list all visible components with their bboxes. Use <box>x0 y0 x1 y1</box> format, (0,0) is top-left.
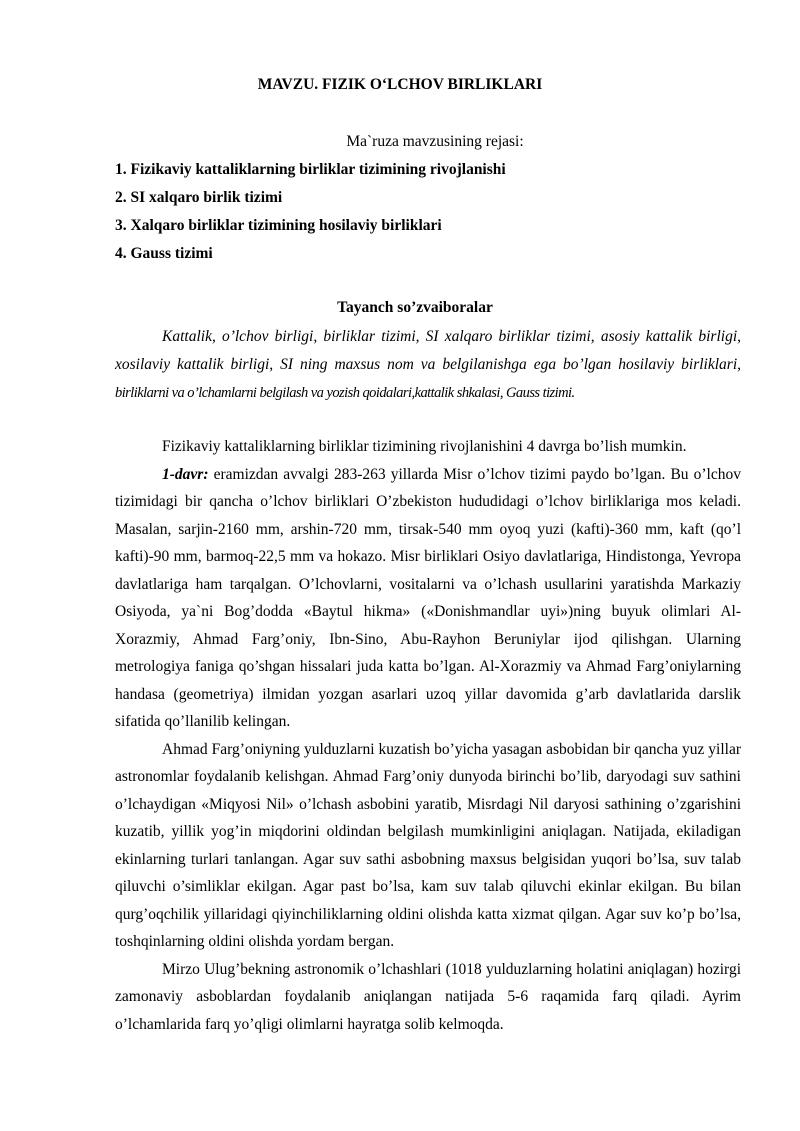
keywords-part-1: Kattalik, o’lchov birligi, birliklar tizimi, SI xalqaro birliklar tizimi, asosiy kattalik birligi, xosilaviy kattalik birligi, SI ning maxsus nom va belgilanishga ega bo’lgan hosilaviy birliklari, <box>115 328 741 373</box>
period-label: 1-davr: <box>162 465 209 483</box>
document-title: MAVZU. FIZIK O‘LCHOV BIRLIKLARI <box>257 76 543 93</box>
period-1-text: eramizdan avvalgi 283-263 yillarda Misr o’lchov tizimi paydo bo’lgan. Bu o’lchov tizimidagi bir qancha o’lchov birliklari O’zbekiston hududidagi o’lchov birliklariga mos keladi. Masalan, sarjin-2160 mm, arshin-720 mm, tirsak-540 mm oyoq yuzi (kafti)-360 mm, kaft (qo’l kafti)-90 mm, barmoq-22,5 mm va hokazo. Misr birliklari Osiyo davlatlariga, Hindistonga, Yevropa davlatlariga ham tarqalgan. O’lchovlarni, vositalarni va o’lchash usullarini yaratishda Markaziy Osiyoda, ya`ni Bog’dodda «Baytul hikma» («Donishmandlar uyi»)ning buyuk olimlari Al-Xorazmiy, Ahmad Farg’oniy, Ibn-Sino, Abu-Rayhon Beruniylar ijod qilishgan. Ularning metrologiya faniga qo’shgan hissalari juda katta bo’lgan. Al-Xorazmiy va Ahmad Farg’oniylarning handasa (geometriya) ilmidan yozgan asarlari uzoq yillar davomida g’arb davlatlarida darslik sifatida qo’llanilib kelingan. <box>115 465 741 730</box>
keywords-part-2: birliklarni va o’lchamlarni belgilash va yozish qoidalari,kattalik shkalasi, Gauss tizimi. <box>115 385 575 401</box>
plan-item-2: 2. SI xalqaro birlik tizimi <box>115 189 283 206</box>
keywords-text <box>115 323 741 407</box>
plan-heading: Ma`ruza mavzusining rejasi: <box>346 133 524 150</box>
plan-item-3: 3. Xalqaro birliklar tizimining hosilaviy birliklari <box>115 217 442 234</box>
paragraph-period-1 <box>115 461 741 736</box>
paragraph-fargoniy: Ahmad Farg’oniyning yulduzlarni kuzatish bo’yicha yasagan asbobidan bir qancha yuz yillar astronomlar foydalanib kelishgan. Ahmad Farg’oniy dunyoda birinchi bo’lib, daryodagi suv sathini o’lchaydigan «Miqyosi Nil» o’lchash asbobini yaratib, Misrdagi Nil daryosi sathining o’zgarishini kuzatib, yillik yog’in miqdorini oldindan belgilash mumkinligini aniqlagan. Natijada, ekiladigan ekinlarning turlari tanlangan. Agar suv sathi asbobning maxsus belgisidan yuqori bo’lsa, suv talab qiluvchi o’simliklar ekilgan. Agar past bo’lsa, kam suv talab qiluvchi ekinlar ekilgan. Bu bilan qurg’oqchilik yillaridagi qiyinchiliklarning oldini olishda katta xizmat qilgan. Agar suv ko’p bo’lsa, toshqinlarning oldini olishda yordam bergan. <box>115 740 741 950</box>
plan-item-1: 1. Fizikaviy kattaliklarning birliklar tizimining rivojlanishi <box>115 161 506 178</box>
plan-item-4: 4. Gauss tizimi <box>115 245 213 262</box>
paragraph-intro: Fizikaviy kattaliklarning birliklar tizimining rivojlanishini 4 davrga bo’lish mumkin. <box>162 438 687 455</box>
body-text <box>115 433 741 1038</box>
paragraph-ulugbek: Mirzo Ulug’bekning astronomik o’lchashlari (1018 yulduzlarning holatini aniqlagan) hozirgi zamonaviy asboblardan foydalanib aniqlangan natijada 5-6 raqamida farq qiladi. Ayrim o’lchamlarida farq yo’qligi olimlarni hayratga solib kelmoqda. <box>115 960 741 1033</box>
keywords-heading: Tayanch so’zvaiboralar <box>337 299 493 316</box>
plan-list <box>115 158 755 270</box>
